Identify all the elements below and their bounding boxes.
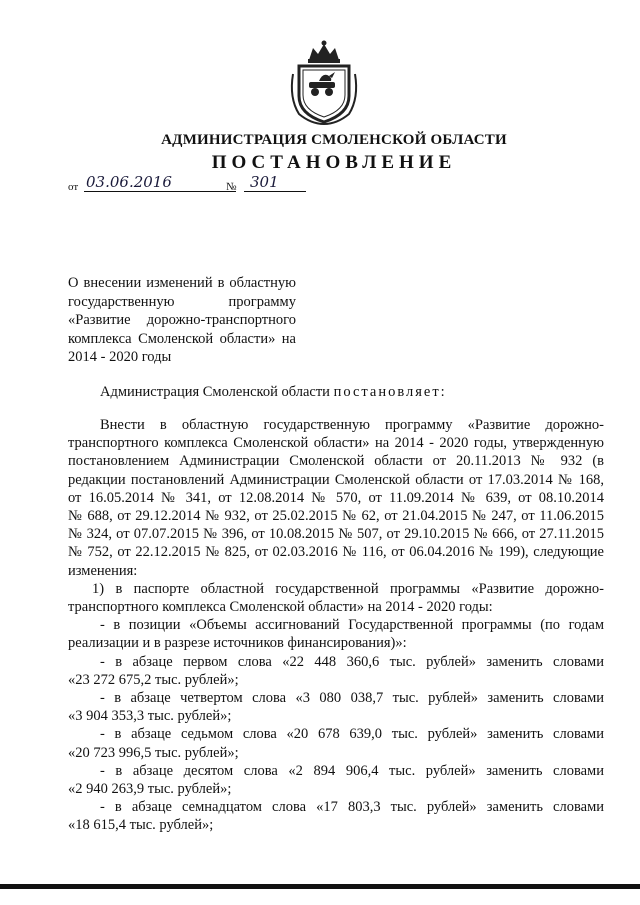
body-line: реализации и в разрезе источников финансирования)»: — [68, 635, 407, 652]
body-line: - в абзаце первом слова «22 448 360,6 тыс. рублей» заменить словами — [100, 653, 604, 670]
body-line: - в абзаце семнадцатом слова «17 803,3 тыс. рублей» заменить словами — [100, 799, 604, 816]
body-line: 1) в паспорте областной государственной программы «Развитие дорожно- — [92, 580, 604, 597]
body-line: «3 904 353,3 тыс. рублей»; — [68, 708, 232, 725]
preamble-resolution: постановляет: — [333, 384, 447, 400]
body-line: «23 272 675,2 тыс. рублей»; — [68, 671, 239, 688]
body-line: № 752, от 22.12.2015 № 825, от 02.03.2016 № 116, от 06.04.2016 № 199), следующие — [68, 544, 604, 561]
body-line: «20 723 996,5 тыс. рублей»; — [68, 744, 239, 761]
subject-line: «Развитие дорожно-транспортного — [68, 312, 296, 328]
organization-name: АДМИНИСТРАЦИЯ СМОЛЕНСКОЙ ОБЛАСТИ — [161, 132, 507, 148]
preamble-text: Администрация Смоленской области — [100, 384, 334, 400]
body-line: постановлением Администрации Смоленской области от 20.11.2013 № 932 (в — [68, 453, 604, 470]
body-line: «18 615,4 тыс. рублей»; — [68, 817, 214, 834]
body-line: транспортного комплекса Смоленской области» на 2014 - 2020 годы, утвержденную — [68, 435, 604, 452]
subject-line: государственную программу — [68, 293, 296, 310]
body-line: - в абзаце седьмом слова «20 678 639,0 тыс. рублей» заменить словами — [100, 726, 604, 743]
subject-line: О внесении изменений в областную — [68, 275, 296, 291]
body-line: от 16.05.2014 № 341, от 12.08.2014 № 570, от 11.09.2014 № 639, от 08.10.2014 — [68, 489, 604, 506]
body-line: № 324, от 07.07.2015 № 396, от 10.08.2015 № 507, от 29.10.2015 № 666, от 27.11.2015 — [68, 526, 604, 543]
body-line: транспортного комплекса Смоленской области» на 2014 - 2020 годы: — [68, 599, 493, 616]
body-line: - в абзаце четвертом слова «3 080 038,7 тыс. рублей» заменить словами — [100, 690, 604, 707]
document-body — [68, 416, 604, 835]
document-subject — [68, 274, 296, 367]
bottom-border-rule — [0, 884, 640, 889]
body-line: - в позиции «Объемы ассигнований Государственной программы (по годам — [100, 617, 604, 634]
handwritten-date: 03.06.2016 — [84, 173, 236, 192]
preamble — [100, 384, 447, 401]
body-line: Внести в областную государственную программу «Развитие дорожно- — [100, 417, 604, 433]
date-number-line — [68, 173, 308, 195]
body-line: «2 940 263,9 тыс. рублей»; — [68, 781, 232, 798]
coat-of-arms-emblem — [285, 38, 363, 126]
number-prefix: № — [226, 181, 237, 193]
body-line: редакции постановлений Администрации Смоленской области от 17.03.2014 № 168, — [68, 471, 604, 488]
subject-line: комплекса Смоленской области» на — [68, 330, 296, 347]
handwritten-number: 301 — [244, 173, 306, 192]
body-line: изменения: — [68, 562, 138, 579]
document-type-title: ПОСТАНОВЛЕНИЕ — [211, 152, 457, 173]
body-line: - в абзаце десятом слова «2 894 906,4 тыс. рублей» заменить словами — [100, 762, 604, 779]
subject-line: 2014 - 2020 годы — [68, 349, 172, 365]
date-prefix: от — [68, 181, 79, 193]
body-line: № 688, от 29.12.2014 № 932, от 25.02.2015 № 62, от 21.04.2015 № 247, от 11.06.2015 — [68, 508, 604, 525]
